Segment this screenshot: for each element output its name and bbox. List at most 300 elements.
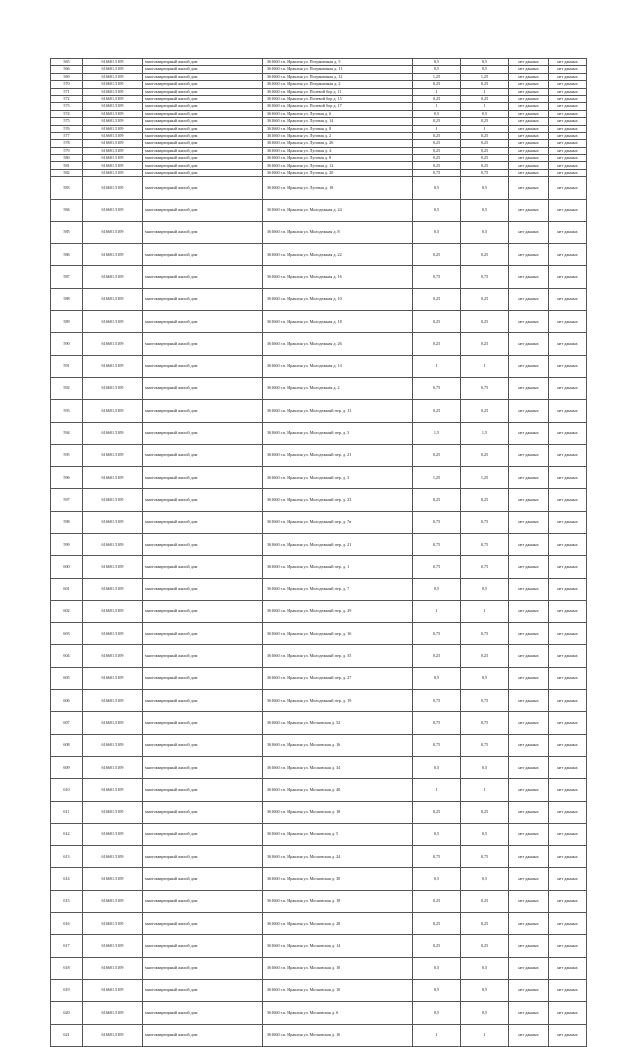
- address-cell: 361660 г.п. Ираклия ул. Молодежный пер. д. 13: [263, 400, 413, 422]
- oktmo-code-cell: 616601.5109: [83, 66, 143, 73]
- value-cell: 0,25: [461, 140, 509, 147]
- value-cell: 0,75: [461, 623, 509, 645]
- value-cell: 0,75: [413, 266, 461, 288]
- value-cell: 0,25: [413, 155, 461, 162]
- value-cell: 0,5: [461, 756, 509, 778]
- table-row: [51, 59, 587, 66]
- building-type-cell: многоквартирный жилой дом: [143, 311, 263, 333]
- value-cell: 0,25: [461, 155, 509, 162]
- status-cell: нет данных: [549, 169, 587, 176]
- oktmo-code-cell: 616601.5109: [83, 110, 143, 117]
- table-row: [51, 1002, 587, 1024]
- row-number-cell: 575: [51, 118, 83, 125]
- value-cell: 0,5: [461, 177, 509, 199]
- oktmo-code-cell: 616601.5109: [83, 578, 143, 600]
- address-cell: 361660 г.п. Ираклия ул. Молодежная д. 14: [263, 355, 413, 377]
- status-cell: нет данных: [549, 489, 587, 511]
- row-number-cell: 569: [51, 73, 83, 80]
- row-number-cell: 595: [51, 444, 83, 466]
- row-number-cell: 585: [51, 221, 83, 243]
- table-row: [51, 244, 587, 266]
- building-type-cell: многоквартирный жилой дом: [143, 957, 263, 979]
- building-type-cell: многоквартирный жилой дом: [143, 103, 263, 110]
- status-cell: нет данных: [549, 712, 587, 734]
- table-row: [51, 66, 587, 73]
- value-cell: 0,25: [461, 333, 509, 355]
- table-row: [51, 779, 587, 801]
- status-cell: нет данных: [509, 534, 549, 556]
- value-cell: 0,5: [413, 66, 461, 73]
- status-cell: нет данных: [509, 846, 549, 868]
- row-number-cell: 573: [51, 103, 83, 110]
- address-cell: 361660 г.п. Ираклия ул. Московская д. 18: [263, 801, 413, 823]
- status-cell: нет данных: [509, 81, 549, 88]
- row-number-cell: 603: [51, 623, 83, 645]
- value-cell: 0,75: [461, 534, 509, 556]
- status-cell: нет данных: [509, 288, 549, 310]
- status-cell: нет данных: [549, 155, 587, 162]
- building-type-cell: многоквартирный жилой дом: [143, 467, 263, 489]
- row-number-cell: 589: [51, 311, 83, 333]
- status-cell: нет данных: [509, 95, 549, 102]
- table-row: [51, 199, 587, 221]
- value-cell: 0,75: [413, 534, 461, 556]
- address-cell: 361660 г.п. Ираклия ул. Московская д. 10: [263, 979, 413, 1001]
- address-cell: 361660 г.п. Ираклия ул. Полевой бор д. 15: [263, 95, 413, 102]
- table-row: [51, 288, 587, 310]
- value-cell: 0,75: [461, 712, 509, 734]
- status-cell: нет данных: [549, 81, 587, 88]
- table-row: [51, 890, 587, 912]
- status-cell: нет данных: [509, 125, 549, 132]
- value-cell: 0,5: [413, 957, 461, 979]
- oktmo-code-cell: 616601.5109: [83, 444, 143, 466]
- row-number-cell: 566: [51, 66, 83, 73]
- oktmo-code-cell: 616601.5109: [83, 734, 143, 756]
- oktmo-code-cell: 616601.5109: [83, 534, 143, 556]
- table-row: [51, 489, 587, 511]
- address-cell: 361660 г.п. Ираклия ул. Молодежная д. 18: [263, 311, 413, 333]
- status-cell: нет данных: [509, 377, 549, 399]
- value-cell: 0,25: [461, 147, 509, 154]
- status-cell: нет данных: [549, 199, 587, 221]
- status-cell: нет данных: [509, 645, 549, 667]
- row-number-cell: 587: [51, 266, 83, 288]
- address-cell: 361660 г.п. Ираклия ул. Молодежный пер. д. 16: [263, 623, 413, 645]
- address-cell: 361660 г.п. Ираклия ул. Пограничная д. 11: [263, 66, 413, 73]
- status-cell: нет данных: [509, 221, 549, 243]
- status-cell: нет данных: [549, 623, 587, 645]
- value-cell: 1: [413, 355, 461, 377]
- oktmo-code-cell: 616601.5109: [83, 400, 143, 422]
- status-cell: нет данных: [509, 756, 549, 778]
- status-cell: нет данных: [549, 140, 587, 147]
- value-cell: 1: [413, 103, 461, 110]
- address-cell: 361660 г.п. Ираклия ул. Московская д. 18: [263, 890, 413, 912]
- status-cell: нет данных: [549, 1002, 587, 1024]
- value-cell: 1: [413, 125, 461, 132]
- table-row: [51, 125, 587, 132]
- value-cell: 0,25: [461, 444, 509, 466]
- status-cell: нет данных: [509, 103, 549, 110]
- oktmo-code-cell: 616601.5109: [83, 140, 143, 147]
- building-type-cell: многоквартирный жилой дом: [143, 66, 263, 73]
- status-cell: нет данных: [509, 422, 549, 444]
- status-cell: нет данных: [549, 578, 587, 600]
- status-cell: нет данных: [549, 690, 587, 712]
- oktmo-code-cell: 616601.5109: [83, 779, 143, 801]
- status-cell: нет данных: [549, 890, 587, 912]
- building-type-cell: многоквартирный жилой дом: [143, 73, 263, 80]
- table-row: [51, 623, 587, 645]
- status-cell: нет данных: [549, 266, 587, 288]
- value-cell: 1: [461, 88, 509, 95]
- value-cell: 0,75: [413, 556, 461, 578]
- status-cell: нет данных: [549, 311, 587, 333]
- value-cell: 0,25: [413, 244, 461, 266]
- value-cell: 0,25: [413, 140, 461, 147]
- oktmo-code-cell: 616601.5109: [83, 162, 143, 169]
- value-cell: 0,5: [413, 199, 461, 221]
- oktmo-code-cell: 616601.5109: [83, 511, 143, 533]
- address-cell: 361660 г.п. Ираклия ул. Московская д. 6: [263, 1002, 413, 1024]
- oktmo-code-cell: 616601.5109: [83, 199, 143, 221]
- value-cell: 0,5: [413, 578, 461, 600]
- address-cell: 361660 г.п. Ираклия ул. Луговая д. 4: [263, 147, 413, 154]
- status-cell: нет данных: [509, 511, 549, 533]
- value-cell: 0,5: [461, 868, 509, 890]
- address-cell: 361660 г.п. Ираклия ул. Луговая д. 2: [263, 132, 413, 139]
- status-cell: нет данных: [509, 162, 549, 169]
- value-cell: 1: [461, 355, 509, 377]
- table-row: [51, 578, 587, 600]
- row-number-cell: 570: [51, 81, 83, 88]
- status-cell: нет данных: [509, 623, 549, 645]
- row-number-cell: 565: [51, 59, 83, 66]
- value-cell: 0,25: [413, 311, 461, 333]
- row-number-cell: 581: [51, 162, 83, 169]
- value-cell: 0,25: [461, 935, 509, 957]
- row-number-cell: 602: [51, 600, 83, 622]
- table-row: [51, 690, 587, 712]
- row-number-cell: 583: [51, 177, 83, 199]
- status-cell: нет данных: [549, 244, 587, 266]
- building-type-cell: многоквартирный жилой дом: [143, 59, 263, 66]
- status-cell: нет данных: [549, 400, 587, 422]
- value-cell: 1: [461, 103, 509, 110]
- oktmo-code-cell: 616601.5109: [83, 801, 143, 823]
- status-cell: нет данных: [509, 600, 549, 622]
- table-row: [51, 979, 587, 1001]
- status-cell: нет данных: [509, 59, 549, 66]
- row-number-cell: 599: [51, 534, 83, 556]
- status-cell: нет данных: [509, 779, 549, 801]
- table-body: [51, 59, 587, 1047]
- building-type-cell: многоквартирный жилой дом: [143, 266, 263, 288]
- value-cell: 0,25: [413, 132, 461, 139]
- status-cell: нет данных: [509, 979, 549, 1001]
- building-type-cell: многоквартирный жилой дом: [143, 132, 263, 139]
- status-cell: нет данных: [549, 801, 587, 823]
- value-cell: 0,25: [461, 162, 509, 169]
- address-cell: 361660 г.п. Ираклия ул. Московская д. 30: [263, 868, 413, 890]
- value-cell: 0,75: [461, 169, 509, 176]
- value-cell: 0,5: [461, 110, 509, 117]
- address-cell: 361660 г.п. Ираклия ул. Молодежная д. 10: [263, 288, 413, 310]
- value-cell: 0,75: [413, 169, 461, 176]
- oktmo-code-cell: 616601.5109: [83, 103, 143, 110]
- table-row: [51, 400, 587, 422]
- table-row: [51, 169, 587, 176]
- building-type-cell: многоквартирный жилой дом: [143, 623, 263, 645]
- value-cell: 0,5: [413, 756, 461, 778]
- oktmo-code-cell: 616601.5109: [83, 81, 143, 88]
- oktmo-code-cell: 616601.5109: [83, 957, 143, 979]
- address-cell: 361660 г.п. Ираклия ул. Молодежный пер. д. 23: [263, 489, 413, 511]
- building-type-cell: многоквартирный жилой дом: [143, 667, 263, 689]
- status-cell: нет данных: [549, 444, 587, 466]
- oktmo-code-cell: 616601.5109: [83, 667, 143, 689]
- row-number-cell: 606: [51, 690, 83, 712]
- status-cell: нет данных: [549, 110, 587, 117]
- oktmo-code-cell: 616601.5109: [83, 645, 143, 667]
- oktmo-code-cell: 616601.5109: [83, 221, 143, 243]
- oktmo-code-cell: 616601.5109: [83, 355, 143, 377]
- status-cell: нет данных: [509, 66, 549, 73]
- status-cell: нет данных: [509, 88, 549, 95]
- status-cell: нет данных: [509, 199, 549, 221]
- value-cell: 0,25: [461, 244, 509, 266]
- building-type-cell: многоквартирный жилой дом: [143, 913, 263, 935]
- status-cell: нет данных: [549, 645, 587, 667]
- status-cell: нет данных: [509, 957, 549, 979]
- value-cell: 0,5: [461, 1002, 509, 1024]
- row-number-cell: 591: [51, 355, 83, 377]
- table-row: [51, 103, 587, 110]
- value-cell: 1: [413, 88, 461, 95]
- address-cell: 361660 г.п. Ираклия ул. Московская д. 14: [263, 935, 413, 957]
- status-cell: нет данных: [549, 333, 587, 355]
- table-row: [51, 110, 587, 117]
- value-cell: 0,25: [413, 489, 461, 511]
- table-row: [51, 823, 587, 845]
- value-cell: 0,25: [413, 400, 461, 422]
- building-type-cell: многоквартирный жилой дом: [143, 534, 263, 556]
- table-row: [51, 957, 587, 979]
- building-type-cell: многоквартирный жилой дом: [143, 890, 263, 912]
- status-cell: нет данных: [509, 712, 549, 734]
- row-number-cell: 620: [51, 1002, 83, 1024]
- table-row: [51, 132, 587, 139]
- oktmo-code-cell: 616601.5109: [83, 88, 143, 95]
- row-number-cell: 609: [51, 756, 83, 778]
- value-cell: 0,5: [413, 59, 461, 66]
- oktmo-code-cell: 616601.5109: [83, 600, 143, 622]
- oktmo-code-cell: 616601.5109: [83, 712, 143, 734]
- value-cell: 0,5: [461, 979, 509, 1001]
- row-number-cell: 577: [51, 132, 83, 139]
- table-row: [51, 333, 587, 355]
- table-row: [51, 556, 587, 578]
- building-type-cell: многоквартирный жилой дом: [143, 199, 263, 221]
- address-cell: 361660 г.п. Ираклия ул. Молодежный пер. д. 27: [263, 667, 413, 689]
- table-row: [51, 667, 587, 689]
- value-cell: 0,5: [461, 199, 509, 221]
- value-cell: 0,25: [413, 95, 461, 102]
- status-cell: нет данных: [549, 132, 587, 139]
- value-cell: 1: [461, 600, 509, 622]
- value-cell: 0,25: [413, 645, 461, 667]
- value-cell: 1,5: [413, 422, 461, 444]
- value-cell: 0,5: [413, 110, 461, 117]
- status-cell: нет данных: [549, 1024, 587, 1046]
- address-cell: 361660 г.п. Ираклия ул. Московская д. 16: [263, 1024, 413, 1046]
- address-cell: 361660 г.п. Ираклия ул. Московская д. 34: [263, 756, 413, 778]
- status-cell: нет данных: [549, 556, 587, 578]
- row-number-cell: 590: [51, 333, 83, 355]
- address-cell: 361660 г.п. Ираклия ул. Московская д. 5: [263, 823, 413, 845]
- address-cell: 361660 г.п. Ираклия ул. Полевой бор д. 11: [263, 88, 413, 95]
- value-cell: 0,75: [461, 846, 509, 868]
- status-cell: нет данных: [549, 913, 587, 935]
- table-row: [51, 600, 587, 622]
- address-cell: 361660 г.п. Ираклия ул. Московская д. 52: [263, 712, 413, 734]
- building-type-cell: многоквартирный жилой дом: [143, 147, 263, 154]
- oktmo-code-cell: 616601.5109: [83, 467, 143, 489]
- status-cell: нет данных: [549, 162, 587, 169]
- value-cell: 0,5: [461, 667, 509, 689]
- oktmo-code-cell: 616601.5109: [83, 155, 143, 162]
- building-type-cell: многоквартирный жилой дом: [143, 1002, 263, 1024]
- value-cell: 0,75: [413, 846, 461, 868]
- status-cell: нет данных: [549, 288, 587, 310]
- status-cell: нет данных: [509, 118, 549, 125]
- row-number-cell: 574: [51, 110, 83, 117]
- building-type-cell: многоквартирный жилой дом: [143, 801, 263, 823]
- address-cell: 361660 г.п. Ираклия ул. Луговая д. 20: [263, 169, 413, 176]
- status-cell: нет данных: [509, 489, 549, 511]
- address-cell: 361660 г.п. Ираклия ул. Молодежная д. 22: [263, 244, 413, 266]
- building-type-cell: многоквартирный жилой дом: [143, 177, 263, 199]
- address-cell: 361660 г.п. Ираклия ул. Молодежная д. 24: [263, 199, 413, 221]
- building-type-cell: многоквартирный жилой дом: [143, 110, 263, 117]
- value-cell: 0,75: [461, 377, 509, 399]
- value-cell: 0,25: [461, 400, 509, 422]
- table-row: [51, 118, 587, 125]
- value-cell: 1,25: [461, 467, 509, 489]
- row-number-cell: 605: [51, 667, 83, 689]
- row-number-cell: 572: [51, 95, 83, 102]
- row-number-cell: 594: [51, 422, 83, 444]
- value-cell: 0,5: [413, 1002, 461, 1024]
- status-cell: нет данных: [549, 88, 587, 95]
- building-type-cell: многоквартирный жилой дом: [143, 125, 263, 132]
- status-cell: нет данных: [509, 177, 549, 199]
- status-cell: нет данных: [509, 169, 549, 176]
- value-cell: 0,25: [413, 890, 461, 912]
- status-cell: нет данных: [549, 511, 587, 533]
- status-cell: нет данных: [549, 467, 587, 489]
- row-number-cell: 621: [51, 1024, 83, 1046]
- value-cell: 0,25: [413, 913, 461, 935]
- table-row: [51, 355, 587, 377]
- building-type-cell: многоквартирный жилой дом: [143, 556, 263, 578]
- building-type-cell: многоквартирный жилой дом: [143, 333, 263, 355]
- value-cell: 0,5: [413, 221, 461, 243]
- oktmo-code-cell: 616601.5109: [83, 846, 143, 868]
- table-row: [51, 88, 587, 95]
- status-cell: нет данных: [509, 935, 549, 957]
- address-cell: 361660 г.п. Ираклия ул. Молодежный пер. д. 29: [263, 600, 413, 622]
- address-cell: 361660 г.п. Ираклия ул. Пограничная д. 12: [263, 73, 413, 80]
- oktmo-code-cell: 616601.5109: [83, 913, 143, 935]
- status-cell: нет данных: [509, 73, 549, 80]
- building-type-cell: многоквартирный жилой дом: [143, 444, 263, 466]
- building-type-cell: многоквартирный жилой дом: [143, 734, 263, 756]
- building-type-cell: многоквартирный жилой дом: [143, 355, 263, 377]
- oktmo-code-cell: 616601.5109: [83, 935, 143, 957]
- status-cell: нет данных: [509, 132, 549, 139]
- address-cell: 361660 г.п. Ираклия ул. Молодежный пер. д. 3: [263, 467, 413, 489]
- building-type-cell: многоквартирный жилой дом: [143, 823, 263, 845]
- status-cell: нет данных: [549, 667, 587, 689]
- oktmo-code-cell: 616601.5109: [83, 868, 143, 890]
- address-cell: 361660 г.п. Ираклия ул. Пограничная д. 5: [263, 59, 413, 66]
- table-row: [51, 846, 587, 868]
- value-cell: 0,25: [461, 890, 509, 912]
- value-cell: 0,25: [461, 311, 509, 333]
- status-cell: нет данных: [549, 600, 587, 622]
- value-cell: 1: [461, 125, 509, 132]
- value-cell: 0,5: [413, 979, 461, 1001]
- value-cell: 1,5: [461, 422, 509, 444]
- value-cell: 0,25: [413, 935, 461, 957]
- table-row: [51, 511, 587, 533]
- oktmo-code-cell: 616601.5109: [83, 489, 143, 511]
- status-cell: нет данных: [549, 756, 587, 778]
- building-type-cell: многоквартирный жилой дом: [143, 244, 263, 266]
- value-cell: 0,25: [461, 801, 509, 823]
- status-cell: нет данных: [549, 979, 587, 1001]
- value-cell: 1: [413, 1024, 461, 1046]
- row-number-cell: 614: [51, 868, 83, 890]
- building-type-cell: многоквартирный жилой дом: [143, 377, 263, 399]
- value-cell: 1,25: [461, 73, 509, 80]
- building-type-cell: многоквартирный жилой дом: [143, 118, 263, 125]
- row-number-cell: 610: [51, 779, 83, 801]
- oktmo-code-cell: 616601.5109: [83, 73, 143, 80]
- row-number-cell: 579: [51, 147, 83, 154]
- building-type-cell: многоквартирный жилой дом: [143, 221, 263, 243]
- value-cell: 0,5: [461, 66, 509, 73]
- table-row: [51, 81, 587, 88]
- value-cell: 0,5: [413, 177, 461, 199]
- address-cell: 361660 г.п. Ираклия ул. Молодежный пер. д. 19: [263, 690, 413, 712]
- address-cell: 361660 г.п. Ираклия ул. Московская д. 16: [263, 734, 413, 756]
- row-number-cell: 604: [51, 645, 83, 667]
- status-cell: нет данных: [509, 801, 549, 823]
- oktmo-code-cell: 616601.5109: [83, 288, 143, 310]
- oktmo-code-cell: 616601.5109: [83, 59, 143, 66]
- status-cell: нет данных: [509, 444, 549, 466]
- table-row: [51, 801, 587, 823]
- row-number-cell: 617: [51, 935, 83, 957]
- status-cell: нет данных: [509, 667, 549, 689]
- oktmo-code-cell: 616601.5109: [83, 422, 143, 444]
- row-number-cell: 578: [51, 140, 83, 147]
- value-cell: 0,75: [413, 623, 461, 645]
- building-type-cell: многоквартирный жилой дом: [143, 846, 263, 868]
